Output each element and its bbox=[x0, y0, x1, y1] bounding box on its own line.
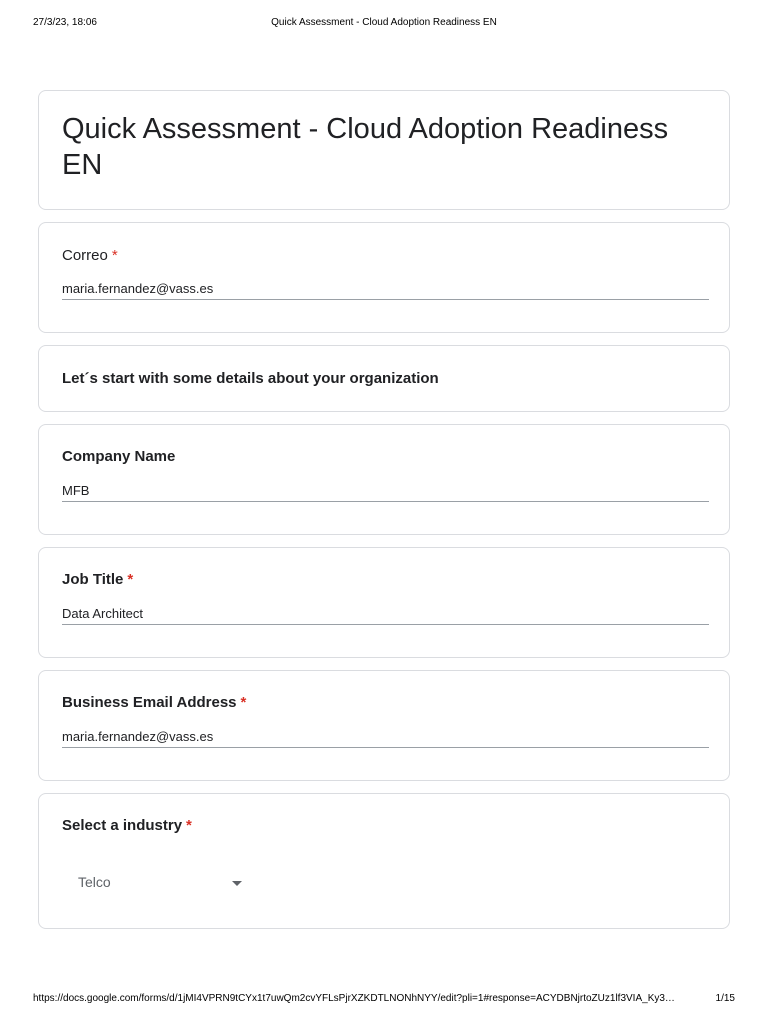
required-asterisk: * bbox=[127, 571, 134, 588]
business-email-question-card bbox=[38, 670, 730, 781]
email-question-card bbox=[38, 222, 730, 333]
company-answer[interactable]: MFB bbox=[62, 483, 90, 498]
email-label-text: Correo bbox=[62, 247, 108, 264]
email-answer-underline bbox=[62, 299, 709, 300]
business-email-answer-underline bbox=[62, 747, 709, 748]
print-date: 27/3/23, 18:06 bbox=[33, 17, 97, 28]
company-question-label bbox=[62, 447, 175, 467]
industry-dropdown[interactable] bbox=[62, 863, 252, 903]
company-question-card bbox=[38, 424, 730, 535]
print-header bbox=[0, 17, 768, 31]
required-asterisk: * bbox=[111, 247, 118, 264]
job-answer[interactable]: Data Architect bbox=[62, 606, 143, 621]
company-answer-underline bbox=[62, 501, 709, 502]
print-url: https://docs.google.com/forms/d/1jMI4VPRN9tCYx1t7uwQm2cvYFLsPjrXZKDTLNONhNYY/edit?pli=1#response=ACYDBNjrtoZUz1lf3VIA_Ky3… bbox=[33, 993, 675, 1004]
required-asterisk: * bbox=[240, 694, 247, 711]
form-title-card bbox=[38, 90, 730, 210]
industry-label-text: Select a industry bbox=[62, 817, 183, 834]
email-question-label bbox=[62, 246, 118, 266]
company-label-text: Company Name bbox=[62, 448, 176, 465]
print-title: Quick Assessment - Cloud Adoption Readiness EN bbox=[271, 17, 497, 28]
required-asterisk: * bbox=[186, 817, 192, 834]
section-card bbox=[38, 345, 730, 412]
page-number: 1/15 bbox=[715, 993, 735, 1004]
job-label-text: Job Title bbox=[62, 571, 124, 588]
industry-question-label bbox=[62, 816, 192, 836]
job-question-label bbox=[62, 570, 133, 590]
form-title: Quick Assessment - Cloud Adoption Readiness EN bbox=[62, 113, 669, 181]
business-email-question-label bbox=[62, 693, 246, 713]
job-answer-underline bbox=[62, 624, 709, 625]
email-answer[interactable]: maria.fernandez@vass.es bbox=[62, 281, 214, 296]
industry-question-card bbox=[38, 793, 730, 929]
section-title: Let´s start with some details about your organization bbox=[62, 370, 439, 387]
business-email-answer[interactable]: maria.fernandez@vass.es bbox=[62, 729, 214, 744]
arrow-drop-down-icon bbox=[232, 881, 242, 886]
print-footer bbox=[0, 993, 768, 1007]
business-email-label-text: Business Email Address bbox=[62, 694, 237, 711]
industry-selected-value: Telco bbox=[78, 874, 111, 890]
job-question-card bbox=[38, 547, 730, 658]
